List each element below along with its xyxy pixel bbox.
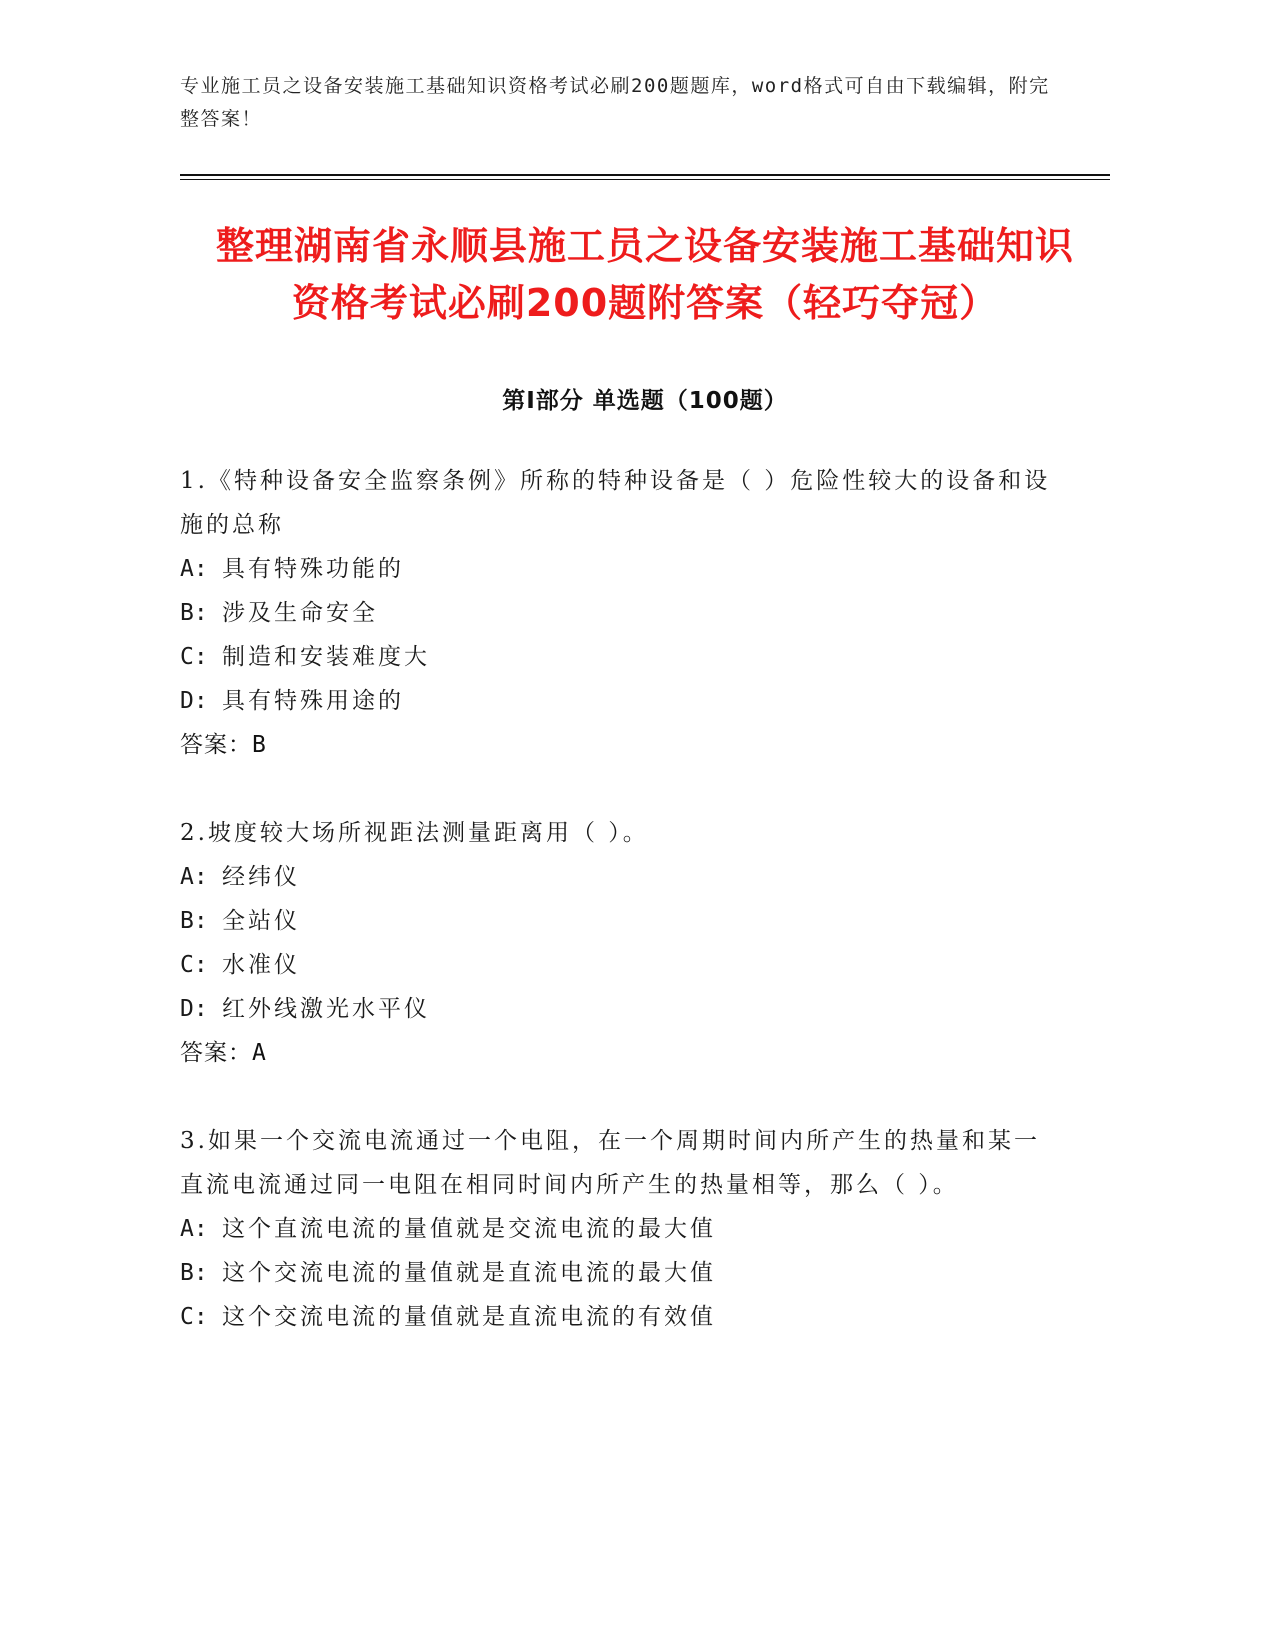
option-letter: C: bbox=[180, 1304, 208, 1330]
section-title: 第Ⅰ部分 单选题（100题） bbox=[502, 388, 788, 414]
answer-value: B bbox=[252, 732, 267, 758]
answer-value: A bbox=[252, 1040, 267, 1066]
option-c bbox=[180, 943, 1110, 987]
option-text: 具有特殊功能的 bbox=[222, 556, 404, 582]
question-2 bbox=[180, 811, 1110, 1075]
option-b bbox=[180, 1251, 1110, 1295]
option-letter: A: bbox=[180, 1216, 208, 1242]
option-c bbox=[180, 1295, 1110, 1339]
answer-line bbox=[180, 1031, 1110, 1075]
option-letter: A: bbox=[180, 556, 208, 582]
answer-label: 答案： bbox=[180, 732, 252, 758]
option-letter: C: bbox=[180, 952, 208, 978]
option-letter: D: bbox=[180, 996, 208, 1022]
option-text: 这个直流电流的量值就是交流电流的最大值 bbox=[222, 1216, 716, 1242]
header-rule-thick bbox=[180, 174, 1110, 176]
option-text: 红外线激光水平仪 bbox=[222, 996, 430, 1022]
question-stem: 2.坡度较大场所视距法测量距离用（ ）。 bbox=[180, 820, 649, 846]
option-text: 全站仪 bbox=[222, 908, 300, 934]
option-a bbox=[180, 855, 1110, 899]
option-letter: B: bbox=[180, 908, 208, 934]
answer-label: 答案： bbox=[180, 1040, 252, 1066]
option-letter: C: bbox=[180, 644, 208, 670]
option-text: 这个交流电流的量值就是直流电流的最大值 bbox=[222, 1260, 716, 1286]
option-d bbox=[180, 679, 1110, 723]
header-rule-thin bbox=[180, 179, 1110, 180]
option-b bbox=[180, 591, 1110, 635]
option-text: 制造和安装难度大 bbox=[222, 644, 430, 670]
header-note: 专业施工员之设备安装施工基础知识资格考试必刷200题题库，word格式可自由下载编辑，附完整答案！ bbox=[180, 75, 1050, 130]
question-3 bbox=[180, 1119, 1110, 1339]
question-1 bbox=[180, 459, 1110, 767]
option-letter: D: bbox=[180, 688, 208, 714]
option-letter: A: bbox=[180, 864, 208, 890]
answer-line bbox=[180, 723, 1110, 767]
document-page bbox=[180, 70, 1110, 1339]
option-text: 具有特殊用途的 bbox=[222, 688, 404, 714]
option-letter: B: bbox=[180, 600, 208, 626]
option-text: 经纬仪 bbox=[222, 864, 300, 890]
option-text: 这个交流电流的量值就是直流电流的有效值 bbox=[222, 1304, 716, 1330]
option-a bbox=[180, 1207, 1110, 1251]
option-text: 水准仪 bbox=[222, 952, 300, 978]
document-title: 整理湖南省永顺县施工员之设备安装施工基础知识资格考试必刷200题附答案（轻巧夺冠） bbox=[215, 224, 1074, 325]
option-b bbox=[180, 899, 1110, 943]
option-letter: B: bbox=[180, 1260, 208, 1286]
question-stem: 1.《特种设备安全监察条例》所称的特种设备是（ ）危险性较大的设备和设施的总称 bbox=[180, 468, 1051, 538]
option-d bbox=[180, 987, 1110, 1031]
question-stem: 3.如果一个交流电流通过一个电阻，在一个周期时间内所产生的热量和某一直流电流通过同一电阻在相同时间内所产生的热量相等，那么（ ）。 bbox=[180, 1128, 1040, 1198]
option-a bbox=[180, 547, 1110, 591]
option-c bbox=[180, 635, 1110, 679]
option-text: 涉及生命安全 bbox=[222, 600, 378, 626]
